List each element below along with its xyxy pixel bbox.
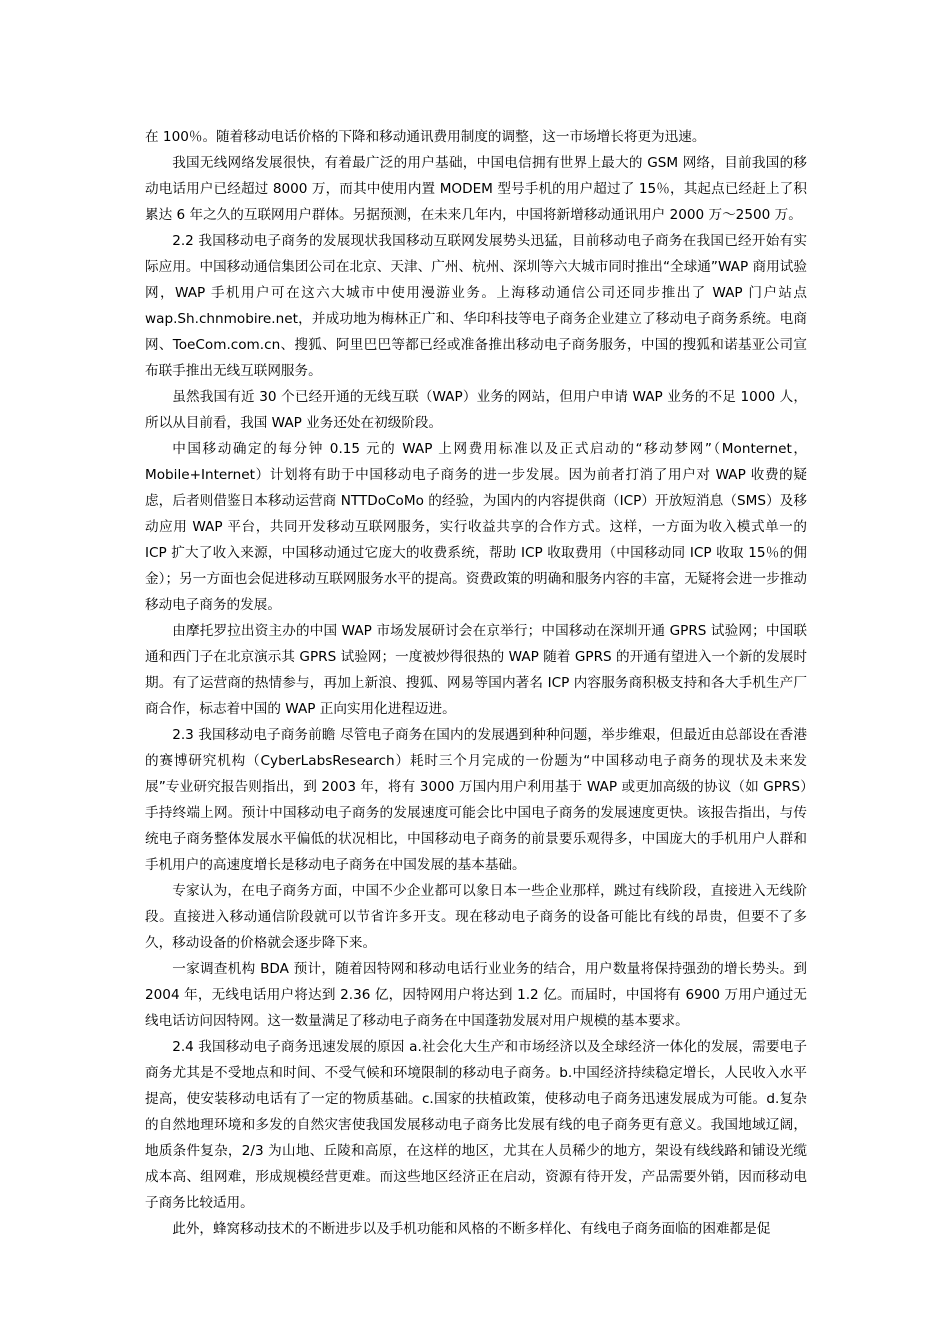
paragraph-experts: 专家认为，在电子商务方面，中国不少企业都可以象日本一些企业那样，跳过有线阶段，直接进入无线阶段。直接进入移动通信阶段就可以节省许多开支。现在移动电子商务的设备可能比有线的昂贵，但要不了多久，移动设备的价格就会逐步降下来。 — [145, 883, 807, 951]
paragraph-continuation: 在 100％。随着移动电话价格的下降和移动通讯费用制度的调整，这一市场增长将更为迅速。 — [145, 129, 706, 145]
paragraph-wap-sites: 虽然我国有近 30 个已经开通的无线互联（WAP）业务的网站，但用户申请 WAP 业务的不足 1000 人，所以从目前看，我国 WAP 业务还处在初级阶段。 — [145, 389, 807, 431]
document-page — [145, 124, 807, 1242]
paragraph-gprs-trial: 由摩托罗拉出资主办的中国 WAP 市场发展研讨会在京举行；中国移动在深圳开通 GPRS 试验网；中国联通和西门子在北京演示其 GPRS 试验网；一度被炒得很热的 WAP 随着 GPRS 的开通有望进入一个新的发展时期。有了运营商的热情参与，再加上新浪、搜狐、网易等国内著名 ICP 内容服务商积极支持和各大手机生产厂商合作，标志着中国的 WAP 正向实用化进程迈进。 — [145, 623, 807, 717]
paragraph-wireless-network: 我国无线网络发展很快，有着最广泛的用户基础，中国电信拥有世界上最大的 GSM 网络，目前我国的移动电话用户已经超过 8000 万，而其中使用内置 MODEM 型号手机的用户超过了 15％，其起点已经赶上了积累达 6 年之久的互联网用户群体。另据预测，在未来几年内，中国将新增移动通讯用户 2000 万～2500 万。 — [145, 155, 807, 223]
paragraph-section-2-3: 2.3 我国移动电子商务前瞻 尽管电子商务在国内的发展遇到种种问题，举步维艰，但最近由总部设在香港的赛博研究机构（CyberLabsResearch）耗时三个月完成的一份题为“中国移动电子商务的现状及未来发展”专业研究报告则指出，到 2003 年，将有 3000 万国内用户利用基于 WAP 或更加高级的协议（如 GPRS）手持终端上网。预计中国移动电子商务的发展速度可能会比中国电子商务的发展速度更快。该报告指出，与传统电子商务整体发展水平偏低的状况相比，中国移动电子商务的前景要乐观得多，中国庞大的手机用户人群和手机用户的高速度增长是移动电子商务在中国发展的基本基础。 — [145, 727, 807, 873]
paragraph-bda-forecast: 一家调查机构 BDA 预计，随着因特网和移动电话行业业务的结合，用户数量将保持强劲的增长势头。到 2004 年，无线电话用户将达到 2.36 亿，因特网用户将达到 1.2 亿。而届时，中国将有 6900 万用户通过无线电话访问因特网。这一数量满足了移动电子商务在中国蓬勃发展对用户规模的基本要求。 — [145, 961, 807, 1029]
paragraph-furthermore: 此外，蜂窝移动技术的不断进步以及手机功能和风格的不断多样化、有线电子商务面临的困难都是促 — [172, 1221, 771, 1237]
paragraph-section-2-4: 2.4 我国移动电子商务迅速发展的原因 a.社会化大生产和市场经济以及全球经济一体化的发展，需要电子商务尤其是不受地点和时间、不受气候和环境限制的移动电子商务。b.中国经济持续稳定增长，人民收入水平提高，使安装移动电话有了一定的物质基础。c.国家的扶植政策，使移动电子商务迅速发展成为可能。d.复杂的自然地理环境和多发的自然灾害使我国发展移动电子商务比发展有线的电子商务更有意义。我国地域辽阔，地质条件复杂，2/3 为山地、丘陵和高原，在这样的地区，尤其在人员稀少的地方，架设有线线路和铺设光缆成本高、组网难，形成规模经营更难。而这些地区经济正在启动，资源有待开发，产品需要外销，因而移动电子商务比较适用。 — [145, 1039, 807, 1211]
paragraph-section-2-2: 2.2 我国移动电子商务的发展现状我国移动互联网发展势头迅猛，目前移动电子商务在我国已经开始有实际应用。中国移动通信集团公司在北京、天津、广州、杭州、深圳等六大城市同时推出“全球通”WAP 商用试验网，WAP 手机用户可在这六大城市中使用漫游业务。上海移动通信公司还同步推出了 WAP 门户站点 wap.Sh.chnmobire.net，并成功地为梅林正广和、华印科技等电子商务企业建立了移动电子商务系统。电商网、ToeCom.com.cn、搜狐、阿里巴巴等都已经或准备推出移动电子商务服务，中国的搜狐和诺基亚公司宣布联手推出无线互联网服务。 — [145, 233, 807, 379]
paragraph-monternet: 中国移动确定的每分钟 0.15 元的 WAP 上网费用标准以及正式启动的“移动梦网”（Monternet，Mobile+Internet）计划将有助于中国移动电子商务的进一步发展。因为前者打消了用户对 WAP 收费的疑虑，后者则借鉴日本移动运营商 NTTDoCoMo 的经验，为国内的内容提供商（ICP）开放短消息（SMS）及移动应用 WAP 平台，共同开发移动互联网服务，实行收益共享的合作方式。这样，一方面为收入模式单一的 ICP 扩大了收入来源，中国移动通过它庞大的收费系统，帮助 ICP 收取费用（中国移动同 ICP 收取 15％的佣金）；另一方面也会促进移动互联网服务水平的提高。资费政策的明确和服务内容的丰富，无疑将会进一步推动移动电子商务的发展。 — [145, 441, 807, 613]
